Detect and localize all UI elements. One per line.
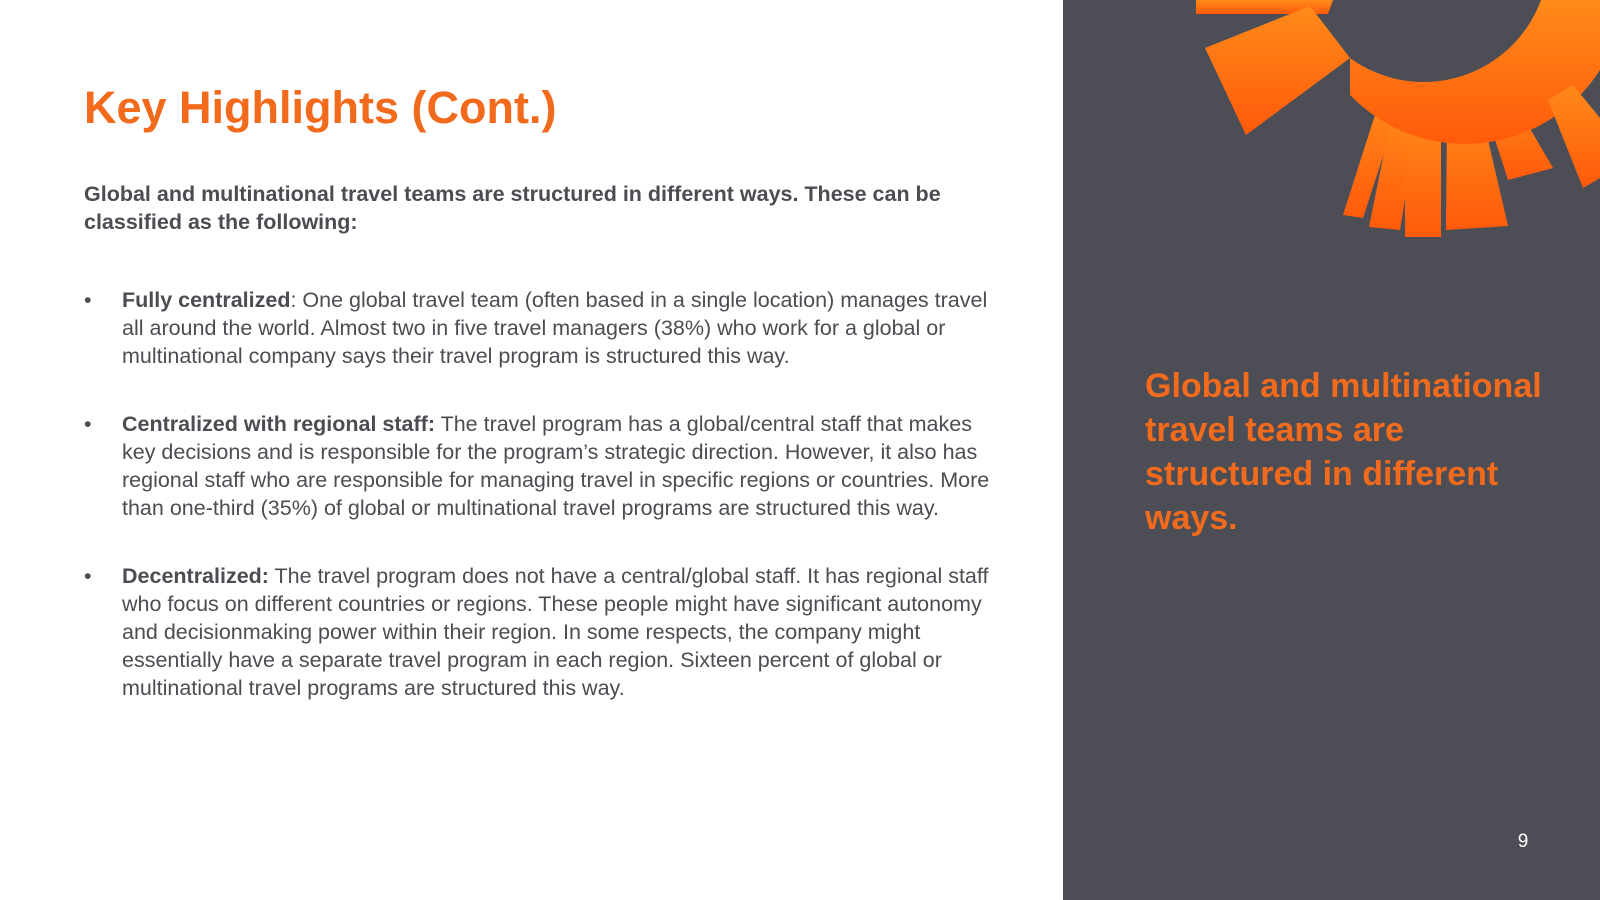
bullet-term: Fully centralized (122, 288, 291, 312)
bullet-text: The travel program does not have a central/global staff. It has regional staff who focus on different countries or regions. These people might have significant autonomy and decisionmaking power within their region. In some respects, the company might essentially have a separate travel program in each region. Sixteen percent of global or multinational travel programs are structured this way. (122, 564, 989, 700)
bullet-item (84, 410, 994, 522)
bullet-marker: • (84, 564, 92, 588)
callout-text: Global and multinational travel teams are structured in different ways. (1145, 367, 1542, 537)
side-panel (1063, 0, 1600, 900)
sun-ray (1205, 6, 1350, 135)
intro-paragraph: Global and multinational travel teams are structured in different ways. These can be classified as the following: (84, 182, 941, 234)
bullet-text: The travel program has a global/central staff that makes key decisions and is responsible for the program’s strategic direction. However, it also has regional staff who are responsible for managing travel in specific regions or countries. More than one-third (35%) of global or multinational travel programs are structured this way. (122, 412, 990, 520)
bullet-term: Centralized with regional staff: (122, 412, 435, 436)
sun-ray (1548, 85, 1600, 188)
bullet-item (84, 562, 994, 702)
bullet-text: : One global travel team (often based in a single location) manages travel all around the world. Almost two in five travel managers (38%) who work for a global or multinational company says their travel program is structured this way. (122, 288, 988, 368)
bullet-marker: • (84, 412, 92, 436)
bullet-term: Decentralized: (122, 564, 269, 588)
page-number: 9 (1517, 831, 1529, 852)
bullet-list (84, 286, 994, 702)
sunburst-rays (1196, 0, 1600, 237)
bullet-item (84, 286, 994, 370)
slide-title: Key Highlights (Cont.) (84, 82, 557, 133)
bullet-marker: • (84, 288, 92, 312)
sunburst-logo-graphic (1063, 0, 1600, 260)
